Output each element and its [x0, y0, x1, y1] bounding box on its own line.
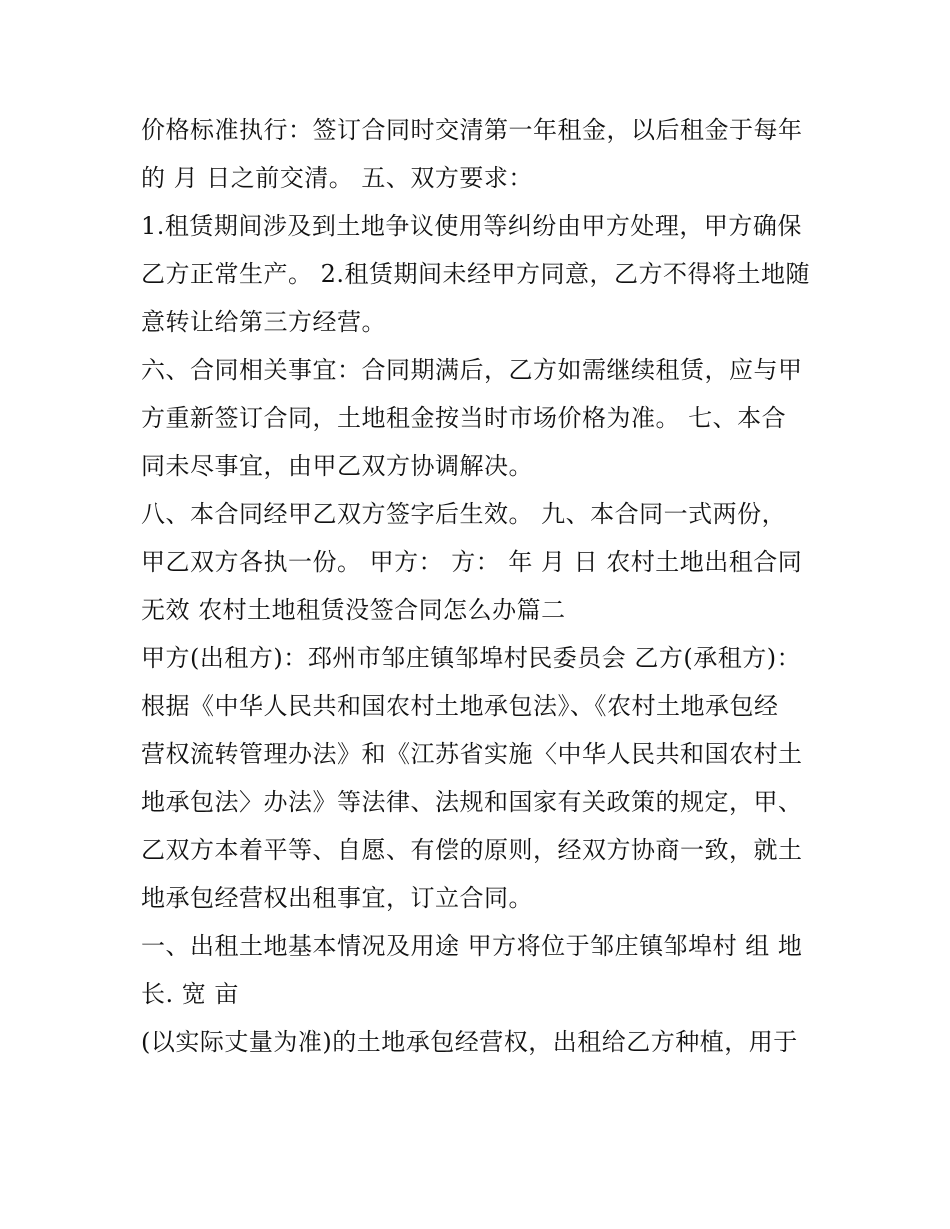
text-line: 甲方(出租方)：邳州市邹庄镇邹埠村民委员会 乙方(承租方)： — [141, 644, 802, 672]
text-line: 乙双方本着平等、自愿、有偿的原则，经双方协商一致，就土 — [141, 836, 803, 864]
text-line: 同未尽事宜，由甲乙双方协调解决。 — [141, 452, 533, 480]
text-line: 根据《中华人民共和国农村土地承包法》、《农村土地承包经 — [141, 692, 779, 720]
text-line: 1.租赁期间涉及到土地争议使用等纠纷由甲方处理，甲方确保 — [141, 212, 802, 240]
text-line: 方重新签订合同，土地租金按当时市场价格为准。 七、本合 — [141, 404, 787, 432]
text-line: 无效 农村土地租赁没签合同怎么办篇二 — [141, 596, 566, 624]
text-line: 意转让给第三方经营。 — [141, 308, 386, 336]
text-line: 营权流转管理办法》和《江苏省实施〈中华人民共和国农村土 — [141, 740, 803, 768]
text-line: 甲乙双方各执一份。 甲方： 方： 年 月 日 农村土地出租合同 — [141, 548, 803, 576]
text-line: 长. 宽 亩 — [141, 980, 239, 1008]
text-line: 乙方正常生产。 2.租赁期间未经甲方同意，乙方不得将土地随 — [141, 260, 811, 288]
text-line: 一、出租土地基本情况及用途 甲方将位于邹庄镇邹埠村 组 地 — [141, 932, 803, 960]
document-body — [141, 106, 831, 1066]
text-line: 价格标准执行：签订合同时交清第一年租金，以后租金于每年 — [141, 116, 803, 144]
text-line: 六、合同相关事宜：合同期满后，乙方如需继续租赁，应与甲 — [141, 356, 803, 384]
text-line: 的 月 日之前交清。 五、双方要求： — [141, 164, 533, 192]
text-line: 八、本合同经甲乙双方签字后生效。 九、本合同一式两份， — [141, 500, 787, 528]
text-line: 地承包法〉办法》等法律、法规和国家有关政策的规定，甲、 — [141, 788, 803, 816]
text-line: 地承包经营权出租事宜，订立合同。 — [141, 884, 533, 912]
text-line: (以实际丈量为准)的土地承包经营权，出租给乙方种植，用于 — [141, 1028, 798, 1056]
